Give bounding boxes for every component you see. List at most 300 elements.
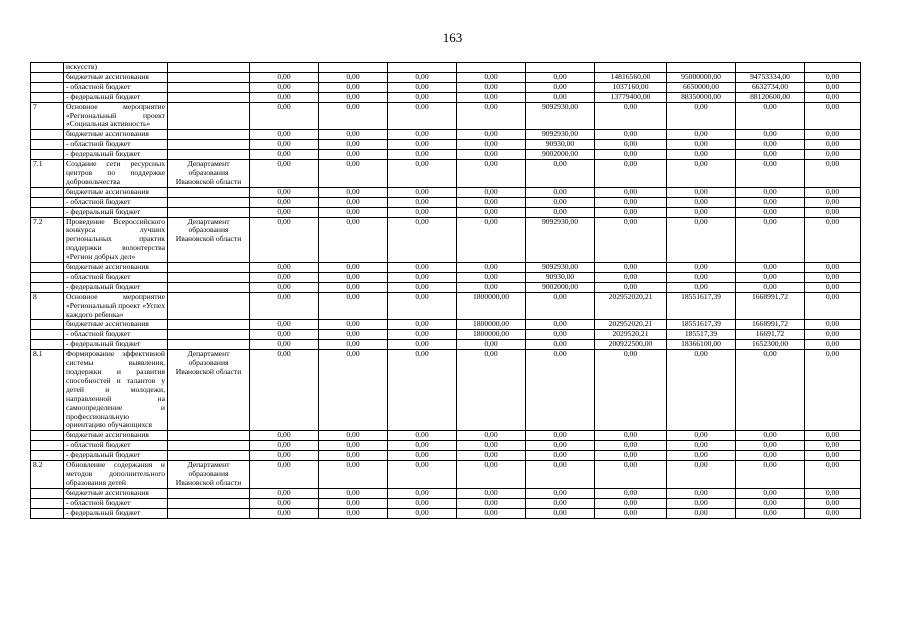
table-row	[31, 272, 861, 282]
row-value-cell: 0,00	[526, 82, 595, 92]
row-value-cell: 0,00	[457, 451, 526, 461]
row-value-cell: 0,00	[805, 140, 861, 150]
row-value-cell: 18551617,39	[667, 320, 736, 330]
row-value-cell: 0,00	[667, 263, 736, 273]
row-name-cell: - областной бюджет	[64, 140, 168, 150]
row-value-cell: 94753334,00	[736, 72, 805, 82]
row-value-cell: 0,00	[526, 292, 595, 320]
table-row	[31, 187, 861, 197]
row-executor-cell	[168, 292, 250, 320]
budget-table-body	[31, 63, 861, 519]
row-value-cell: 0,00	[667, 431, 736, 441]
row-value-cell: 0,00	[319, 187, 388, 197]
table-row	[31, 451, 861, 461]
row-executor-cell	[168, 150, 250, 160]
row-index-cell	[31, 72, 64, 82]
table-row	[31, 292, 861, 320]
row-name-cell: Создание сети ресурсных центров по поддержке добровольчества	[64, 160, 168, 188]
row-value-cell: 0,00	[457, 150, 526, 160]
row-value-cell: 0,00	[457, 197, 526, 207]
row-value-cell: 0,00	[319, 102, 388, 130]
row-value-cell: 0,00	[388, 282, 457, 292]
row-value-cell: 0,00	[595, 441, 667, 451]
row-value-cell: 0,00	[388, 82, 457, 92]
row-value-cell: 0,00	[667, 350, 736, 431]
row-value-cell: 0,00	[457, 92, 526, 102]
row-value-cell: 0,00	[250, 330, 319, 340]
row-value-cell	[526, 63, 595, 73]
table-row	[31, 102, 861, 130]
row-value-cell: 0,00	[388, 207, 457, 217]
row-name-cell: бюджетные ассигнования	[64, 431, 168, 441]
row-value-cell: 0,00	[736, 488, 805, 498]
row-executor-cell	[168, 102, 250, 130]
row-index-cell	[31, 282, 64, 292]
row-value-cell: 1800000,00	[457, 320, 526, 330]
row-value-cell: 0,00	[457, 508, 526, 518]
row-executor-cell	[168, 282, 250, 292]
row-index-cell	[31, 320, 64, 330]
row-value-cell: 0,00	[736, 140, 805, 150]
row-executor-cell: Департамент образования Ивановской области	[168, 217, 250, 263]
row-value-cell: 0,00	[319, 82, 388, 92]
row-value-cell: 0,00	[250, 140, 319, 150]
row-name-cell: искусств)	[64, 63, 168, 73]
row-value-cell: 0,00	[457, 461, 526, 489]
row-value-cell: 0,00	[526, 441, 595, 451]
row-value-cell: 0,00	[319, 320, 388, 330]
row-value-cell: 0,00	[667, 508, 736, 518]
row-executor-cell	[168, 488, 250, 498]
row-value-cell: 0,00	[667, 488, 736, 498]
row-value-cell: 0,00	[388, 330, 457, 340]
row-value-cell: 0,00	[250, 187, 319, 197]
row-index-cell	[31, 451, 64, 461]
row-value-cell: 202952020,21	[595, 320, 667, 330]
row-value-cell: 0,00	[388, 150, 457, 160]
row-value-cell: 0,00	[319, 350, 388, 431]
row-index-cell: 7.1	[31, 160, 64, 188]
row-value-cell: 0,00	[526, 197, 595, 207]
row-value-cell: 0,00	[805, 441, 861, 451]
row-value-cell: 0,00	[388, 187, 457, 197]
row-value-cell: 0,00	[388, 263, 457, 273]
row-value-cell: 1668991,72	[736, 292, 805, 320]
row-value-cell: 0,00	[457, 272, 526, 282]
row-value-cell: 0,00	[388, 130, 457, 140]
row-value-cell: 185517,39	[667, 330, 736, 340]
row-value-cell	[319, 63, 388, 73]
row-value-cell: 0,00	[805, 72, 861, 82]
row-index-cell	[31, 330, 64, 340]
row-value-cell: 0,00	[250, 197, 319, 207]
table-row	[31, 130, 861, 140]
row-executor-cell	[168, 197, 250, 207]
row-value-cell: 0,00	[805, 187, 861, 197]
table-row	[31, 150, 861, 160]
row-value-cell: 0,00	[457, 498, 526, 508]
row-value-cell: 0,00	[319, 431, 388, 441]
row-value-cell: 0,00	[667, 441, 736, 451]
row-value-cell: 0,00	[526, 160, 595, 188]
row-value-cell: 0,00	[595, 431, 667, 441]
row-value-cell: 0,00	[667, 187, 736, 197]
row-index-cell: 8.1	[31, 350, 64, 431]
row-value-cell: 0,00	[319, 461, 388, 489]
row-value-cell: 0,00	[595, 160, 667, 188]
table-row	[31, 461, 861, 489]
row-executor-cell	[168, 451, 250, 461]
table-row	[31, 488, 861, 498]
row-executor-cell	[168, 320, 250, 330]
row-value-cell: 0,00	[736, 207, 805, 217]
row-index-cell	[31, 441, 64, 451]
row-index-cell	[31, 92, 64, 102]
row-value-cell: 0,00	[319, 451, 388, 461]
row-value-cell: 0,00	[250, 292, 319, 320]
row-name-cell: Основное мероприятие «Региональный проект «Успех каждого ребенка»	[64, 292, 168, 320]
row-executor-cell	[168, 207, 250, 217]
row-value-cell: 0,00	[805, 508, 861, 518]
row-executor-cell	[168, 441, 250, 451]
row-value-cell: 0,00	[805, 150, 861, 160]
row-name-cell: - областной бюджет	[64, 197, 168, 207]
row-value-cell: 0,00	[388, 160, 457, 188]
row-index-cell	[31, 187, 64, 197]
row-name-cell: бюджетные ассигнования	[64, 130, 168, 140]
row-value-cell: 0,00	[595, 282, 667, 292]
row-value-cell: 0,00	[388, 508, 457, 518]
row-name-cell: Основное мероприятие «Региональный проект «Социальная активность»	[64, 102, 168, 130]
row-index-cell	[31, 431, 64, 441]
row-value-cell: 0,00	[736, 130, 805, 140]
row-value-cell: 0,00	[388, 488, 457, 498]
row-name-cell: бюджетные ассигнования	[64, 263, 168, 273]
row-value-cell: 0,00	[319, 272, 388, 282]
row-value-cell: 0,00	[250, 82, 319, 92]
table-row	[31, 72, 861, 82]
row-index-cell	[31, 82, 64, 92]
table-row	[31, 92, 861, 102]
row-value-cell: 0,00	[805, 340, 861, 350]
row-value-cell: 0,00	[319, 488, 388, 498]
row-value-cell: 0,00	[805, 207, 861, 217]
row-value-cell: 0,00	[736, 498, 805, 508]
row-value-cell: 0,00	[736, 441, 805, 451]
row-value-cell: 0,00	[736, 102, 805, 130]
row-index-cell	[31, 263, 64, 273]
table-row	[31, 340, 861, 350]
row-executor-cell	[168, 63, 250, 73]
row-value-cell: 0,00	[319, 498, 388, 508]
row-name-cell: Проведение Всероссийского конкурса лучших региональных практик поддержки волонтерства «Регион добрых дел»	[64, 217, 168, 263]
row-value-cell: 0,00	[388, 441, 457, 451]
row-value-cell: 0,00	[526, 488, 595, 498]
row-value-cell: 0,00	[595, 272, 667, 282]
row-value-cell: 0,00	[250, 272, 319, 282]
table-row	[31, 320, 861, 330]
row-index-cell	[31, 207, 64, 217]
row-value-cell: 0,00	[319, 160, 388, 188]
row-index-cell	[31, 498, 64, 508]
row-value-cell: 0,00	[736, 150, 805, 160]
row-value-cell: 0,00	[388, 217, 457, 263]
row-value-cell: 0,00	[736, 282, 805, 292]
row-index-cell	[31, 340, 64, 350]
row-value-cell: 0,00	[250, 508, 319, 518]
row-value-cell: 0,00	[805, 282, 861, 292]
table-row	[31, 207, 861, 217]
row-value-cell: 0,00	[388, 461, 457, 489]
row-value-cell: 0,00	[736, 160, 805, 188]
row-value-cell: 0,00	[736, 197, 805, 207]
row-value-cell: 0,00	[319, 292, 388, 320]
row-value-cell: 0,00	[736, 350, 805, 431]
row-value-cell: 0,00	[805, 488, 861, 498]
row-executor-cell: Департамент образования Ивановской области	[168, 461, 250, 489]
row-value-cell: 0,00	[805, 431, 861, 441]
row-value-cell: 0,00	[250, 461, 319, 489]
table-row	[31, 82, 861, 92]
row-value-cell: 0,00	[388, 92, 457, 102]
row-executor-cell	[168, 263, 250, 273]
row-name-cell: - областной бюджет	[64, 272, 168, 282]
row-value-cell: 200922500,00	[595, 340, 667, 350]
row-value-cell: 0,00	[250, 498, 319, 508]
row-value-cell: 0,00	[457, 207, 526, 217]
table-row	[31, 330, 861, 340]
row-value-cell: 0,00	[595, 508, 667, 518]
row-value-cell: 0,00	[388, 451, 457, 461]
row-value-cell: 0,00	[805, 292, 861, 320]
row-value-cell: 0,00	[250, 160, 319, 188]
row-value-cell: 0,00	[388, 320, 457, 330]
row-value-cell: 0,00	[457, 217, 526, 263]
row-index-cell: 7	[31, 102, 64, 130]
row-value-cell: 0,00	[595, 140, 667, 150]
row-executor-cell	[168, 498, 250, 508]
row-value-cell	[667, 63, 736, 73]
row-executor-cell	[168, 187, 250, 197]
row-value-cell: 0,00	[457, 140, 526, 150]
row-value-cell: 0,00	[457, 350, 526, 431]
row-value-cell: 0,00	[736, 508, 805, 518]
row-name-cell: - федеральный бюджет	[64, 451, 168, 461]
row-value-cell: 0,00	[388, 272, 457, 282]
row-executor-cell	[168, 330, 250, 340]
table-row	[31, 197, 861, 207]
row-value-cell: 0,00	[319, 330, 388, 340]
row-value-cell: 14816560,00	[595, 72, 667, 82]
row-index-cell: 8.2	[31, 461, 64, 489]
row-value-cell	[388, 63, 457, 73]
row-value-cell: 0,00	[667, 451, 736, 461]
row-value-cell: 0,00	[319, 130, 388, 140]
row-value-cell: 95000000,00	[667, 72, 736, 82]
row-value-cell: 0,00	[667, 272, 736, 282]
row-value-cell	[805, 63, 861, 73]
row-value-cell: 0,00	[595, 461, 667, 489]
row-value-cell: 0,00	[457, 160, 526, 188]
row-value-cell: 18551617,39	[667, 292, 736, 320]
row-value-cell: 0,00	[457, 282, 526, 292]
table-row	[31, 508, 861, 518]
row-index-cell	[31, 150, 64, 160]
row-value-cell: 0,00	[805, 451, 861, 461]
row-name-cell: - федеральный бюджет	[64, 92, 168, 102]
row-value-cell: 1800000,00	[457, 330, 526, 340]
row-index-cell: 7.2	[31, 217, 64, 263]
row-value-cell: 2029520,21	[595, 330, 667, 340]
row-executor-cell	[168, 508, 250, 518]
row-value-cell: 0,00	[667, 102, 736, 130]
row-index-cell	[31, 272, 64, 282]
table-row	[31, 263, 861, 273]
row-value-cell: 0,00	[250, 150, 319, 160]
row-value-cell: 0,00	[526, 498, 595, 508]
table-row	[31, 441, 861, 451]
row-value-cell: 0,00	[457, 82, 526, 92]
row-value-cell: 0,00	[736, 187, 805, 197]
row-executor-cell	[168, 72, 250, 82]
row-value-cell: 0,00	[526, 461, 595, 489]
row-executor-cell: Департамент образования Ивановской области	[168, 350, 250, 431]
row-value-cell: 0,00	[526, 451, 595, 461]
row-value-cell: 0,00	[667, 150, 736, 160]
row-name-cell: Формирование эффективной системы выявления, поддержки и развития способностей и талантов у детей и молодежи, направленной на самоопределение и профессиональную ориентацию обучающихся	[64, 350, 168, 431]
row-value-cell: 0,00	[805, 102, 861, 130]
row-value-cell: 0,00	[250, 217, 319, 263]
row-name-cell: - областной бюджет	[64, 441, 168, 451]
row-value-cell: 0,00	[250, 488, 319, 498]
table-row	[31, 63, 861, 73]
row-value-cell: 9002000,00	[526, 282, 595, 292]
row-name-cell: - федеральный бюджет	[64, 150, 168, 160]
row-value-cell: 0,00	[595, 130, 667, 140]
row-value-cell: 0,00	[457, 340, 526, 350]
row-value-cell: 0,00	[805, 92, 861, 102]
row-value-cell: 0,00	[319, 207, 388, 217]
row-value-cell: 0,00	[250, 102, 319, 130]
row-value-cell: 0,00	[319, 340, 388, 350]
row-value-cell: 0,00	[805, 197, 861, 207]
row-value-cell: 0,00	[457, 72, 526, 82]
row-value-cell	[595, 63, 667, 73]
row-value-cell: 0,00	[388, 140, 457, 150]
row-value-cell: 0,00	[736, 272, 805, 282]
row-value-cell: 0,00	[667, 160, 736, 188]
row-value-cell: 0,00	[457, 488, 526, 498]
table-row	[31, 160, 861, 188]
row-value-cell: 0,00	[250, 441, 319, 451]
row-name-cell: бюджетные ассигнования	[64, 187, 168, 197]
row-value-cell: 0,00	[388, 197, 457, 207]
row-value-cell: 0,00	[388, 340, 457, 350]
row-executor-cell	[168, 82, 250, 92]
row-value-cell: 202952020,21	[595, 292, 667, 320]
row-index-cell	[31, 130, 64, 140]
table-row	[31, 282, 861, 292]
row-value-cell: 18366100,00	[667, 340, 736, 350]
row-name-cell: - федеральный бюджет	[64, 282, 168, 292]
row-value-cell: 0,00	[595, 217, 667, 263]
row-value-cell: 0,00	[457, 263, 526, 273]
row-value-cell: 0,00	[250, 350, 319, 431]
row-name-cell: - федеральный бюджет	[64, 340, 168, 350]
table-row	[31, 498, 861, 508]
row-value-cell: 6632734,00	[736, 82, 805, 92]
row-value-cell: 0,00	[250, 92, 319, 102]
row-value-cell: 0,00	[667, 207, 736, 217]
row-value-cell: 0,00	[526, 92, 595, 102]
row-value-cell: 0,00	[667, 130, 736, 140]
row-value-cell: 0,00	[805, 160, 861, 188]
row-value-cell: 9002000,00	[526, 150, 595, 160]
row-value-cell: 0,00	[457, 102, 526, 130]
row-value-cell: 9092930,00	[526, 102, 595, 130]
row-value-cell: 0,00	[805, 263, 861, 273]
row-value-cell: 0,00	[595, 150, 667, 160]
row-value-cell: 0,00	[595, 488, 667, 498]
row-value-cell	[736, 63, 805, 73]
row-value-cell: 0,00	[319, 282, 388, 292]
budget-table	[30, 62, 861, 519]
row-name-cell: бюджетные ассигнования	[64, 320, 168, 330]
row-index-cell	[31, 508, 64, 518]
row-value-cell: 0,00	[526, 187, 595, 197]
table-row	[31, 431, 861, 441]
row-value-cell: 1668991,72	[736, 320, 805, 330]
row-name-cell: бюджетные ассигнования	[64, 488, 168, 498]
row-value-cell: 0,00	[736, 461, 805, 489]
row-executor-cell	[168, 340, 250, 350]
row-value-cell: 0,00	[388, 292, 457, 320]
row-value-cell: 1652300,00	[736, 340, 805, 350]
row-value-cell: 0,00	[595, 263, 667, 273]
row-value-cell: 88350000,00	[667, 92, 736, 102]
row-value-cell: 0,00	[457, 187, 526, 197]
row-index-cell	[31, 197, 64, 207]
row-value-cell: 0,00	[526, 350, 595, 431]
row-value-cell: 0,00	[319, 150, 388, 160]
row-value-cell: 0,00	[805, 461, 861, 489]
row-name-cell: - областной бюджет	[64, 330, 168, 340]
row-value-cell: 0,00	[250, 282, 319, 292]
row-index-cell	[31, 488, 64, 498]
row-value-cell: 9092930,00	[526, 130, 595, 140]
row-value-cell: 0,00	[526, 340, 595, 350]
row-index-cell	[31, 140, 64, 150]
row-value-cell: 0,00	[595, 350, 667, 431]
row-value-cell: 9092930,00	[526, 263, 595, 273]
row-index-cell	[31, 63, 64, 73]
row-value-cell: 0,00	[595, 498, 667, 508]
row-value-cell: 0,00	[805, 82, 861, 92]
row-value-cell: 0,00	[319, 263, 388, 273]
row-value-cell: 90930,00	[526, 140, 595, 150]
row-value-cell: 0,00	[667, 197, 736, 207]
row-value-cell: 13779400,00	[595, 92, 667, 102]
row-value-cell: 88120600,00	[736, 92, 805, 102]
row-value-cell: 0,00	[526, 431, 595, 441]
row-value-cell: 0,00	[250, 207, 319, 217]
row-value-cell: 0,00	[250, 340, 319, 350]
row-value-cell: 0,00	[595, 102, 667, 130]
row-value-cell: 0,00	[526, 330, 595, 340]
row-executor-cell: Департамент образования Ивановской области	[168, 160, 250, 188]
row-value-cell: 0,00	[736, 451, 805, 461]
row-value-cell: 0,00	[526, 72, 595, 82]
